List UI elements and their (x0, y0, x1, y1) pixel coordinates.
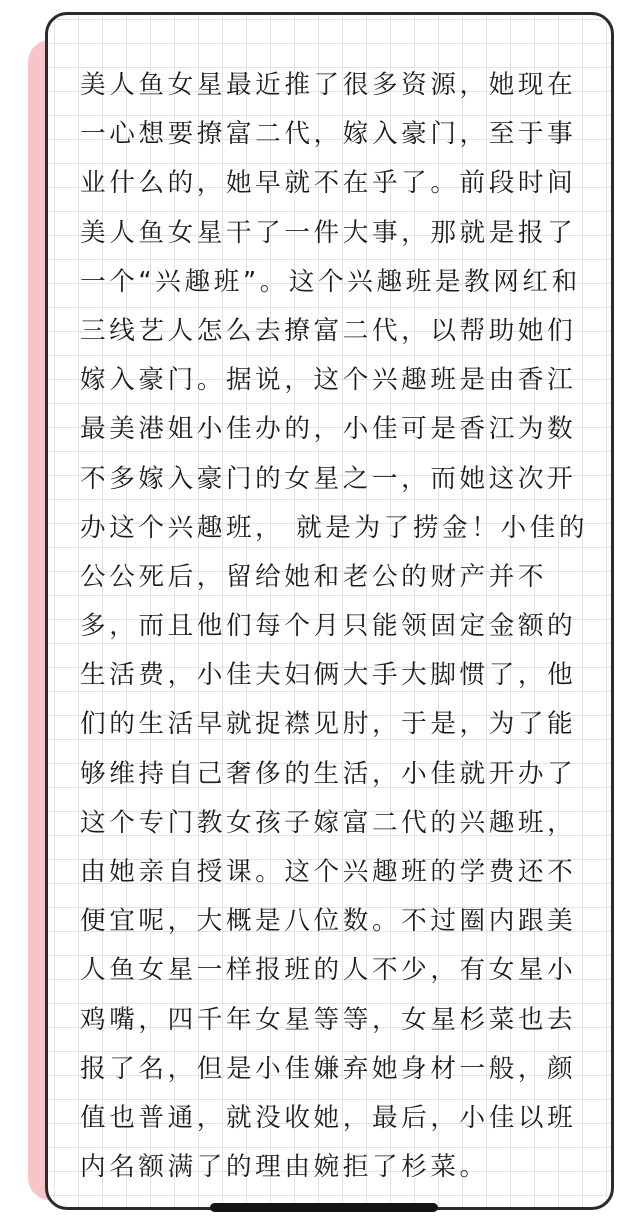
article-line: 们的生活早就捉襟见肘，于是，为了能 (80, 709, 577, 740)
article-line: 内名额满了的理由婉拒了杉菜。 (80, 1152, 489, 1183)
home-indicator-bar[interactable] (210, 1203, 438, 1212)
article-line: 一个“兴趣班”。这个兴趣班是教网红和 (80, 266, 581, 297)
article-line: 这个专门教女孩子嫁富二代的兴趣班， (80, 807, 577, 838)
article-line: 办这个兴趣班， 就是为了捞金！小佳的 (80, 512, 589, 543)
article-line: 美人鱼女星最近推了很多资源，她现在 (80, 70, 577, 100)
article-text (80, 61, 590, 1192)
article-line: 一心想要撩富二代，嫁入豪门，至于事 (80, 119, 577, 150)
article-line: 鸡嘴，四千年女星等等，女星杉菜也去 (80, 1004, 577, 1035)
grid-paper-card (45, 12, 614, 1210)
article-line: 多，而且他们每个月只能领固定金额的 (80, 611, 577, 642)
article-line: 不多嫁入豪门的女星之一，而她这次开 (80, 463, 577, 494)
article-line: 报了名，但是小佳嫌弃她身材一般，颜 (80, 1053, 577, 1084)
article-line: 业什么的，她早就不在乎了。前段时间 (80, 168, 577, 199)
article-line: 最美港姐小佳办的，小佳可是香江为数 (80, 414, 577, 445)
article-line: 美人鱼女星干了一件大事，那就是报了 (80, 217, 577, 248)
article-line: 公公死后，留给她和老公的财产并不 (80, 561, 548, 592)
article-line: 便宜呢，大概是八位数。不过圈内跟美 (80, 906, 577, 937)
article-line: 由她亲自授课。这个兴趣班的学费还不 (80, 857, 577, 887)
article-line: 值也普通，就没收她，最后，小佳以班 (80, 1102, 577, 1133)
article-line: 三线艺人怎么去撩富二代，以帮助她们 (80, 315, 577, 346)
article-line: 够维持自己奢侈的生活，小佳就开办了 (80, 758, 577, 789)
article-line: 生活费，小佳夫妇俩大手大脚惯了，他 (80, 660, 577, 691)
article-line: 嫁入豪门。据说，这个兴趣班是由香江 (80, 365, 577, 396)
article-line: 人鱼女星一样报班的人不少，有女星小 (80, 955, 577, 986)
